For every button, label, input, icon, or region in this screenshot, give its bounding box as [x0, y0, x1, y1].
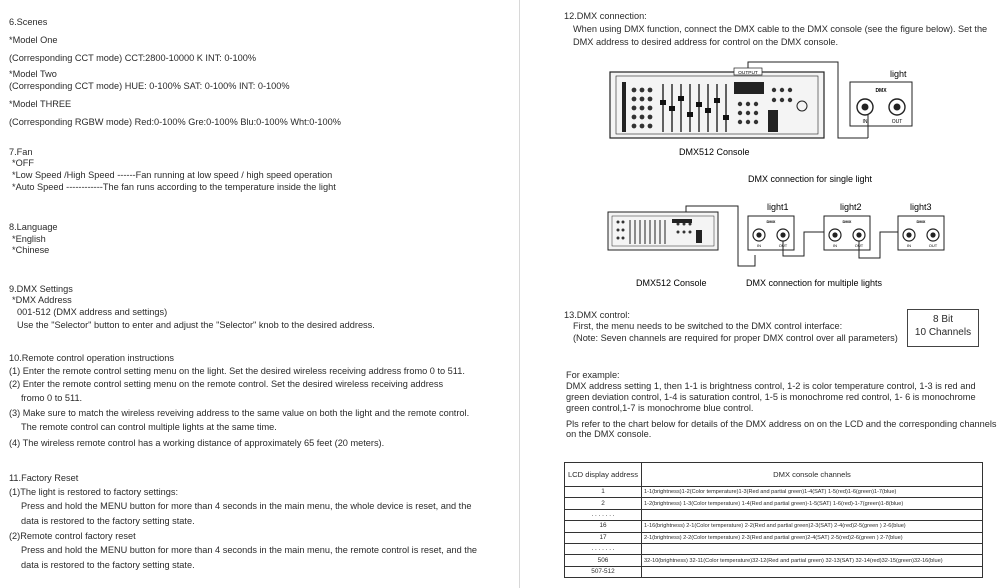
example-title: For example: — [566, 370, 620, 380]
bit-depth: 8 Bit — [932, 314, 953, 325]
refer-line-2: on the DMX console. — [566, 429, 652, 439]
fan-auto: *Auto Speed ------------The fan runs according to the temperature inside the light — [12, 182, 336, 192]
table-cell-address: 2 — [565, 498, 642, 509]
model-three: *Model THREE — [9, 99, 72, 109]
model-three-desc: (Corresponding RGBW mode) Red:0-100% Gre:0-100% Blu:0-100% Wht:0-100% — [9, 117, 341, 127]
remote-step-2: (2) Enter the remote control setting menu on the remote control. Set the desired wireless receiving address — [9, 379, 444, 389]
light2-out-label: OUT — [854, 243, 864, 248]
scenes-title: 6.Scenes — [9, 17, 48, 27]
light3-fixture-icon — [898, 216, 944, 250]
light2-dmx-tag: DMX — [842, 219, 852, 224]
factory-step-1: (1)The light is restored to factory settings: — [9, 487, 179, 497]
dmx-control-line-2: (Note: Seven channels are required for proper DMX control over all parameters) — [573, 333, 898, 343]
table-row — [565, 487, 983, 498]
table-cell-channels — [642, 543, 983, 554]
light2-fixture-icon — [824, 216, 870, 250]
single-light-setup — [610, 62, 912, 184]
light-fixture-icon — [850, 82, 912, 126]
light3-out-label: OUT — [928, 243, 938, 248]
remote-step-3b: The remote control can control multiple lights at the same time. — [21, 422, 277, 432]
light1-out-label: OUT — [778, 243, 788, 248]
remote-step-3: (3) Make sure to match the wireless reveiving address to the same value on both the light and the remote control. — [9, 408, 470, 418]
table-cell-channels: 1-16(brightness) 2-1(Color temperature) 2-2(Red and partial green)2-3(SAT) 2-4(red)2-5(green ) 2-6(blue) — [642, 521, 983, 532]
console-label-1: DMX512 Console — [679, 147, 750, 157]
model-two-desc: (Corresponding CCT mode) HUE: 0-100% SAT: 0-100% INT: 0-100% — [9, 81, 290, 91]
dmx-selector: Use the "Selector" button to enter and adjust the "Selector" knob to the desired address. — [17, 320, 375, 330]
fan-off: *OFF — [12, 158, 34, 168]
light1-dmx-tag: DMX — [766, 219, 776, 224]
table-cell-address: 16 — [565, 521, 642, 532]
table-cell-channels: 1-2(brightness) 1-3(Color temperature) 1-4(Red and partial green)-1-5(SAT) 1-6(red)-1-7(green)1-8(blue) — [642, 498, 983, 509]
example-line-1: DMX address setting 1, then 1-1 is brightness control, 1-2 is color temperature control, 1-3 is red and — [566, 381, 976, 391]
dmx-connection-title: 12.DMX connection: — [564, 11, 647, 21]
remote-step-1: (1) Enter the remote control setting menu on the light. Set the desired wireless receiving address fromo 0 to 511. — [9, 366, 465, 376]
table-cell-address: 507-512 — [565, 566, 642, 577]
out-label: OUT — [891, 119, 903, 125]
light2-in-label: IN — [833, 243, 837, 248]
table-header-channels: DMX console channels — [642, 463, 983, 487]
light1-label: light1 — [767, 202, 789, 212]
dmx-settings-title: 9.DMX Settings — [9, 284, 73, 294]
dmx512-console-icon-small — [608, 212, 718, 250]
light1-in-label: IN — [757, 243, 761, 248]
multi-light-setup — [608, 202, 944, 288]
example-line-3: green control,1-7 is monochrome blue control. — [566, 403, 754, 413]
table-row — [565, 498, 983, 509]
lang-chinese: *Chinese — [12, 245, 50, 255]
table-cell-address: . . . . . . . — [565, 509, 642, 520]
table-cell-channels — [642, 509, 983, 520]
table-row — [565, 543, 983, 554]
model-one-desc: (Corresponding CCT mode) CCT:2800-10000 K INT: 0-100% — [9, 53, 256, 63]
table-header-address: LCD display address — [565, 463, 642, 487]
factory-step-2a: Press and hold the MENU button for more than 4 seconds in the main menu, the remote control is reset, and the — [21, 545, 478, 555]
in-label: IN — [862, 119, 868, 125]
light3-dmx-tag: DMX — [916, 219, 926, 224]
example-line-2: green deviation control, 1-4 is saturation control, 1-5 is monochrome red control, 1- 6 is monochrome — [566, 392, 976, 402]
table-cell-address: 17 — [565, 532, 642, 543]
light1-fixture-icon — [748, 216, 794, 250]
factory-title: 11.Factory Reset — [9, 473, 79, 483]
model-one: *Model One — [9, 35, 58, 45]
table-row — [565, 509, 983, 520]
factory-step-1a: Press and hold the MENU button for more than 4 seconds in the main menu, the whole device is reset, and the — [21, 501, 472, 511]
dmx-connection-line-1: When using DMX function, connect the DMX cable to the DMX console (see the figure below). Set the — [573, 24, 988, 34]
remote-step-2b: fromo 0 to 511. — [21, 393, 83, 403]
remote-title: 10.Remote control operation instructions — [9, 353, 174, 363]
table-cell-channels — [642, 566, 983, 577]
table-row — [565, 555, 983, 566]
light3-in-label: IN — [907, 243, 911, 248]
table-row — [565, 532, 983, 543]
refer-line-1: Pls refer to the chart below for details of the DMX address on on the LCD and the corresponding channels — [566, 419, 997, 429]
dmx-control-title: 13.DMX control: — [564, 310, 630, 320]
multi-light-caption: DMX connection for multiple lights — [746, 278, 883, 288]
dmx-range: 001-512 (DMX address and settings) — [17, 307, 168, 317]
fan-title: 7.Fan — [9, 147, 33, 157]
single-light-caption: DMX connection for single light — [748, 174, 873, 184]
light2-label: light2 — [840, 202, 862, 212]
dmx-connection-line-2: DMX address to desired address for control on the DMX console. — [573, 37, 839, 47]
table-cell-address: 506 — [565, 555, 642, 566]
factory-step-2: (2)Remote control factory reset — [9, 531, 136, 541]
channel-count: 10 Channels — [914, 327, 972, 338]
dmx-connection-diagram — [568, 60, 988, 295]
light3-label: light3 — [910, 202, 932, 212]
fan-low-high: *Low Speed /High Speed ------Fan running at low speed / high speed operation — [12, 170, 333, 180]
dmx-address: *DMX Address — [12, 295, 72, 305]
bit-channel-box — [907, 309, 979, 347]
table-row — [565, 521, 983, 532]
dmx512-console-icon — [610, 68, 824, 138]
language-title: 8.Language — [9, 222, 58, 232]
table-cell-address: . . . . . . . — [565, 543, 642, 554]
lang-english: *English — [12, 234, 46, 244]
table-cell-channels: 2-1(brightness) 2-2(Color temperature) 2-3(Red and partial green)2-4(SAT) 2-5(red)2-6(green ) 2-7(blue) — [642, 532, 983, 543]
console-label-2: DMX512 Console — [636, 278, 707, 288]
table-cell-channels: 32-10(brightness) 32-11(Color temperature)32-12(Red and partial green) 32-13(SAT) 32-14(red)32-15(green)32-16(blue) — [642, 555, 983, 566]
column-divider — [519, 0, 520, 588]
dmx-control-line-1: First, the menu needs to be switched to the DMX control interface: — [573, 321, 843, 331]
factory-step-2b: data is restored to the factory setting state. — [21, 560, 195, 570]
table-header-row — [565, 463, 983, 487]
output-label: OUTPUT — [738, 71, 758, 76]
dmx-tag: DMX — [875, 88, 887, 94]
single-light-label: light — [890, 69, 907, 79]
table-cell-channels: 1-1(brightness)1-2(Color temperature)1-3(Red and partial green)1-4(SAT) 1-5(red)1-6(green)1-7(blue) — [642, 487, 983, 498]
dmx-address-table — [564, 462, 983, 578]
table-cell-address: 1 — [565, 487, 642, 498]
model-two: *Model Two — [9, 69, 57, 79]
factory-step-1b: data is restored to the factory setting state. — [21, 516, 195, 526]
table-row — [565, 566, 983, 577]
remote-step-4: (4) The wireless remote control has a working distance of approximately 65 feet (20 meters). — [9, 438, 385, 448]
